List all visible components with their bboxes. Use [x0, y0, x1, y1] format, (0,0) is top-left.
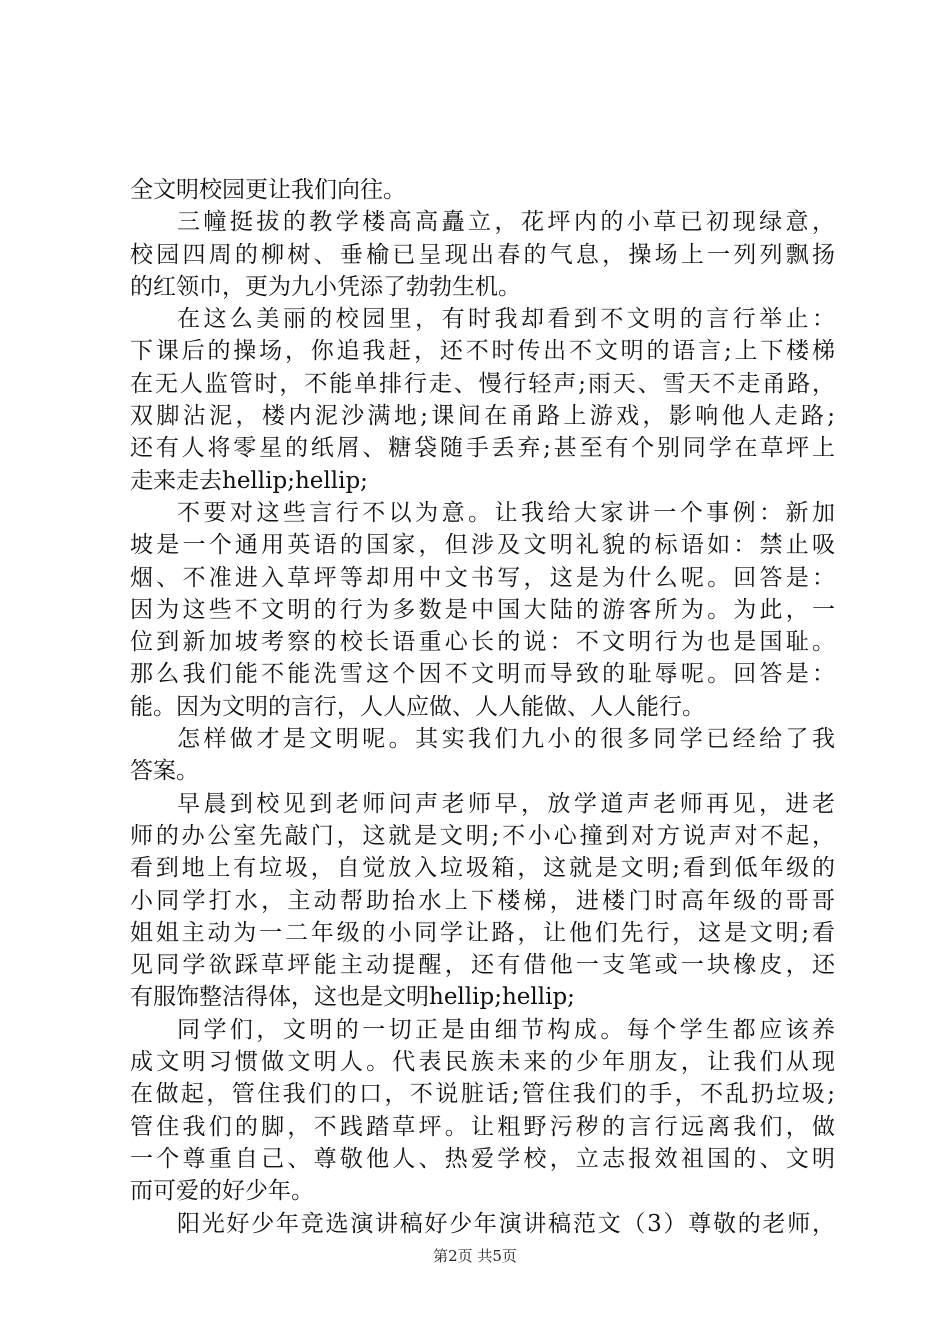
text-line: 能。因为文明的言行，人人应做、人人能做、人人能行。 [130, 693, 705, 720]
text-line: 校园四周的柳树、垂榆已呈现出春的气息，操场上一列列飘扬 [130, 241, 835, 268]
paragraph-first-line: 同学们，文明的一切正是由细节构成。每个学生都应该养 [177, 1016, 835, 1043]
text-line: 看到地上有垃圾，自觉放入垃圾箱，这就是文明;看到低年级的 [130, 855, 835, 882]
text-line: 有服饰整洁得体，这也是文明hellip;hellip; [130, 984, 575, 1011]
text-line: 见同学欲踩草坪能主动提醒，还有借他一支笔或一块橡皮，还 [130, 952, 835, 979]
paragraph-first-line: 阳光好少年竞选演讲稿好少年演讲稿范文（3）尊敬的老师， [177, 1210, 835, 1237]
text-line: 师的办公室先敲门，这就是文明;不小心撞到对方说声对不起， [130, 822, 835, 849]
text-line: 位到新加坡考察的校长语重心长的说：不文明行为也是国耻。 [130, 629, 835, 656]
text-line: 而可爱的好少年。 [130, 1178, 314, 1205]
paragraph-first-line: 三幢挺拔的教学楼高高矗立，花坪内的小草已初现绿意， [177, 209, 835, 236]
text-line: 走来走去hellip;hellip; [130, 467, 368, 494]
text-line: 小同学打水，主动帮助抬水上下楼梯，进楼门时高年级的哥哥 [130, 887, 835, 914]
paragraph-first-line: 在这么美丽的校园里，有时我却看到不文明的言行举止： [177, 306, 835, 333]
text-line: 还有人将零星的纸屑、糖袋随手丢弃;甚至有个别同学在草坪上 [130, 435, 835, 462]
text-line: 全文明校园更让我们向往。 [130, 177, 406, 203]
paragraph-first-line: 不要对这些言行不以为意。让我给大家讲一个事例：新加 [177, 499, 835, 526]
text-line: 双脚沾泥，楼内泥沙满地;课间在甬路上游戏，影响他人走路; [130, 403, 835, 430]
text-line: 管住我们的脚，不践踏草坪。让粗野污秽的言行远离我们，做 [130, 1113, 835, 1140]
paragraph-first-line: 早晨到校见到老师问声老师早，放学道声老师再见，进老 [177, 790, 835, 817]
text-line: 在无人监管时，不能单排行走、慢行轻声;雨天、雪天不走甬路， [130, 370, 835, 397]
text-line: 下课后的操场，你追我赶，还不时传出不文明的语言;上下楼梯 [130, 338, 835, 365]
text-line: 烟、不准进入草坪等却用中文书写，这是为什么呢。回答是： [130, 564, 835, 591]
paragraph-first-line: 怎样做才是文明呢。其实我们九小的很多同学已经给了我 [177, 726, 835, 753]
document-body [130, 174, 835, 1240]
text-line: 姐姐主动为一二年级的小同学让路，让他们先行，这是文明;看 [130, 919, 835, 946]
text-line: 成文明习惯做文明人。代表民族未来的少年朋友，让我们从现 [130, 1049, 835, 1076]
page-footer: 第2页 共5页 [433, 1247, 517, 1265]
text-line: 一个尊重自己、尊敬他人、热爱学校，立志报效祖国的、文明 [130, 1145, 835, 1172]
text-line: 答案。 [130, 758, 199, 785]
text-line: 那么我们能不能洗雪这个因不文明而导致的耻辱呢。回答是： [130, 661, 835, 688]
text-line: 坡是一个通用英语的国家，但涉及文明礼貌的标语如：禁止吸 [130, 532, 835, 559]
text-line: 的红领巾，更为九小凭添了勃勃生机。 [130, 273, 521, 300]
text-line: 在做起，管住我们的口，不说脏话;管住我们的手，不乱扔垃圾; [130, 1081, 835, 1108]
text-line: 因为这些不文明的行为多数是中国大陆的游客所为。为此，一 [130, 596, 835, 623]
